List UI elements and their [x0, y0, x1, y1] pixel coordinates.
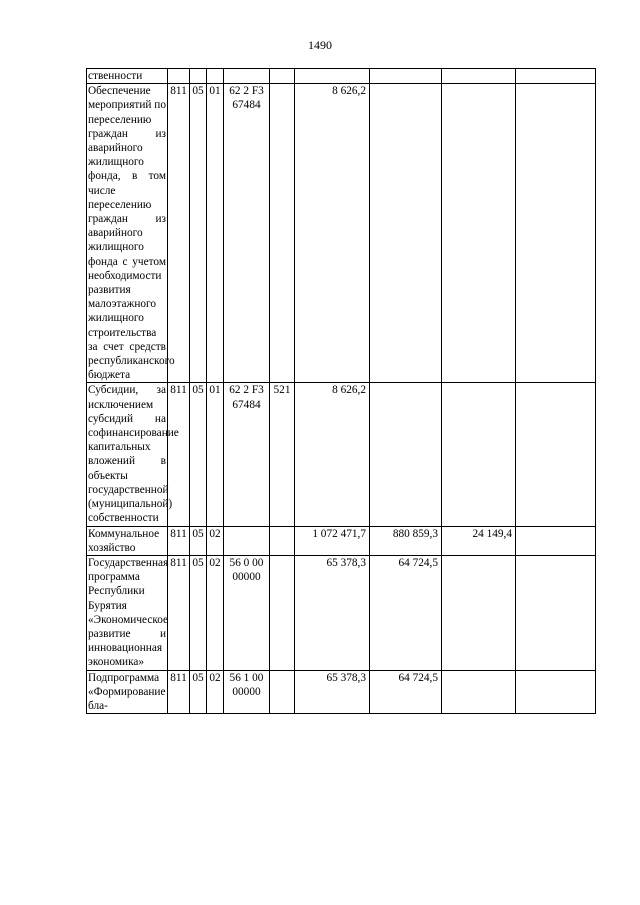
row-name: Государственная программа Республики Бурятия «Экономическое развитие и инновационная экономика»	[88, 556, 169, 669]
amount-federal	[370, 84, 442, 383]
section-code: 05	[190, 383, 207, 526]
amount-column-4	[516, 555, 596, 670]
target-article-code	[224, 69, 270, 84]
admin-code: 811	[168, 670, 190, 714]
row-name: Подпрограмма «Формирование бла-	[88, 671, 166, 712]
target-article-code: 56 1 00 00000	[224, 670, 270, 714]
amount-federal: 880 859,3	[370, 526, 442, 555]
amount-total: 1 072 471,7	[295, 526, 370, 555]
amount-column-4	[516, 383, 596, 526]
amount-column-3	[442, 69, 516, 84]
subsection-code: 02	[207, 526, 224, 555]
target-article-code: 62 2 F3 67484	[224, 84, 270, 383]
admin-code	[168, 69, 190, 84]
amount-column-4	[516, 84, 596, 383]
amount-column-3	[442, 84, 516, 383]
subsection-code	[207, 69, 224, 84]
table-row	[87, 383, 596, 526]
amount-federal	[370, 69, 442, 84]
row-name: Обеспечение мероприятий по переселению граждан из аварийного жилищного фонда, в том числе переселению граждан из аварийного жилищного фонда с учетом необходимости развития малоэтажного жилищного строительства за счет средств республиканского бюджета	[88, 85, 175, 382]
amount-column-4	[516, 526, 596, 555]
section-code: 05	[190, 84, 207, 383]
row-name: Коммунальное хозяйство	[87, 526, 168, 555]
expense-type-code: 521	[270, 383, 295, 526]
section-code	[190, 69, 207, 84]
subsection-code: 02	[207, 670, 224, 714]
amount-column-3	[442, 555, 516, 670]
admin-code: 811	[168, 84, 190, 383]
expense-type-code	[270, 555, 295, 670]
amount-column-3: 24 149,4	[442, 526, 516, 555]
amount-federal: 64 724,5	[370, 555, 442, 670]
amount-total: 65 378,3	[295, 555, 370, 670]
table-row	[87, 84, 596, 383]
section-code: 05	[190, 670, 207, 714]
section-code: 05	[190, 526, 207, 555]
table-row	[87, 670, 596, 714]
section-code: 05	[190, 555, 207, 670]
amount-total	[295, 69, 370, 84]
amount-column-3	[442, 670, 516, 714]
amount-federal	[370, 383, 442, 526]
table-row	[87, 526, 596, 555]
amount-total: 8 626,2	[295, 84, 370, 383]
amount-column-4	[516, 670, 596, 714]
expense-type-code	[270, 69, 295, 84]
target-article-code: 62 2 F3 67484	[224, 383, 270, 526]
table-row	[87, 69, 596, 84]
target-article-code: 56 0 00 00000	[224, 555, 270, 670]
amount-column-4	[516, 69, 596, 84]
row-name: Субсидии, за исключением субсидий на софинансирование капитальных вложений в объекты государственной (муниципальной) собственности	[88, 384, 179, 525]
row-name: ственности	[87, 69, 168, 84]
budget-table	[86, 68, 596, 714]
expense-type-code	[270, 670, 295, 714]
admin-code: 811	[168, 555, 190, 670]
page-number: 1490	[308, 38, 332, 52]
amount-column-3	[442, 383, 516, 526]
expense-type-code	[270, 84, 295, 383]
amount-total: 65 378,3	[295, 670, 370, 714]
admin-code: 811	[168, 526, 190, 555]
subsection-code: 01	[207, 383, 224, 526]
amount-total: 8 626,2	[295, 383, 370, 526]
subsection-code: 01	[207, 84, 224, 383]
subsection-code: 02	[207, 555, 224, 670]
table-row	[87, 555, 596, 670]
admin-code: 811	[168, 383, 190, 526]
target-article-code	[224, 526, 270, 555]
expense-type-code	[270, 526, 295, 555]
amount-federal: 64 724,5	[370, 670, 442, 714]
